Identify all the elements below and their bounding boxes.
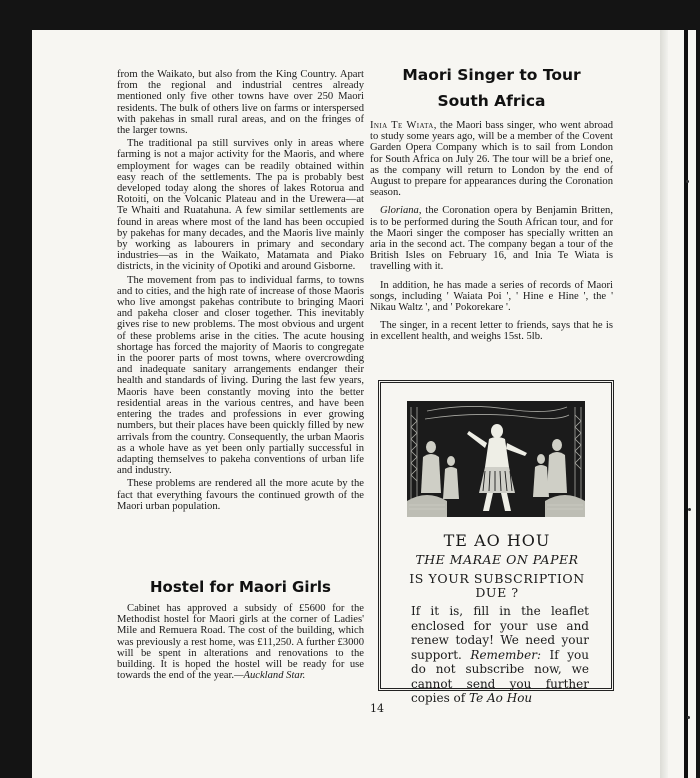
hostel-body-text: Cabinet has approved a subsidy of £5600 for the Methodist hostel for Maori girls at the corner of Ladies' Mile and Remuera Road. The cost of the building, which was previously a rest home, was £11,250. A further £3000 will be spent in alterations and renovations to the building. It is hoped the hostel will be ready for use towards the end of the year. xyxy=(117,603,364,682)
advert-question-line2: DUE ? xyxy=(475,585,519,600)
advert-magazine-title: Te Ao Hou xyxy=(469,691,533,705)
advert-remember-text: If you do not subscribe now, we cannot send you further copies of xyxy=(411,647,589,705)
singer-article-heading-line2: South Africa xyxy=(437,92,546,110)
scan-speck xyxy=(686,180,689,183)
page-number: 14 xyxy=(370,702,384,715)
paragraph: The singer, in a recent letter to friends, says that he is in excellent health, and weighs 15st. 5lb. xyxy=(370,320,613,343)
advert-body xyxy=(411,604,589,706)
advert-remember-label: Remember: xyxy=(470,647,541,662)
opera-title: Gloriana xyxy=(380,205,419,217)
advert-title: TE AO HOU xyxy=(443,531,551,550)
singer-article-body xyxy=(370,120,613,345)
scan-speck xyxy=(687,716,690,719)
facing-page-edge xyxy=(668,30,696,778)
paragraph: The movement from pas to individual farms, to towns and to cities, and the high rate of increase of those Maoris who live amongst pakehas contribute to bringing Maori and pakeha closer and closer together. This inevitably gives rise to new problems. The most obvious and urgent of these problems arise in the cities. The acute housing shortage has forced the majority of Maoris to congregate in the poorer parts of most towns, where overcrowding and inadequate sanitary arrangements endanger their health and standards of living. During the last few years, Maoris have been constantly moving into the better residential areas in the various centres, and have been entering the trades and professions in ever growing numbers, but their places have been quickly filled by new arrivals from the country. Consequently, the urban Maoris as a whole have as yet been only partially successful in adapting themselves to pakeha conventions of urban life and industry. xyxy=(117,274,364,477)
subscription-advert xyxy=(378,380,614,705)
woodcut-haka-illustration xyxy=(407,401,585,517)
paragraph-text: , the Coronation opera by Benjamin Britten, is to be performed during the South African tour, and for the Maori singer the composer has specially written an aria in the second act. The company began a tour of the British Isles on February 16, and Inia Te Wiata is travelling with it. xyxy=(370,205,613,273)
paragraph xyxy=(370,120,613,198)
paragraph xyxy=(370,205,613,272)
singer-name-lead: Inia Te Wiata xyxy=(370,120,434,131)
scan-speck xyxy=(688,508,691,511)
hostel-article-heading: Hostel for Maori Girls xyxy=(150,578,331,596)
binding-rule xyxy=(684,30,688,778)
advert-body-text: If it is, fill in the leaflet enclosed for your use and renew today! We need your support. xyxy=(411,604,589,662)
hostel-article-body xyxy=(117,603,364,683)
advert-subtitle: THE MARAE ON PAPER xyxy=(415,552,579,567)
singer-article-heading-line1: Maori Singer to Tour xyxy=(402,66,581,84)
paragraph: The traditional pa still survives only in areas where farming is not a major activity for the Maoris, and where employment for wages can be readily obtained within easy reach of the settlements. The pa is probably best developed today along the shores of lakes Rotorua and Rotoiti, on the Volcanic Plateau and in the Urewera—at Te Whaiti and Ruatahuna. A few similar settlements are found in areas where most of the land has been occupied by pakehas for many decades, and the Maoris live mainly by working as labourers in primary and secondary industries—as in the Waikato, Matamata and Piako districts, in the vicinity of Opotiki and around Gisborne. xyxy=(117,138,364,273)
paragraph: These problems are rendered all the more acute by the fact that everything favours the continued growth of the Maori urban population. xyxy=(117,478,364,512)
page-edge-shadow xyxy=(660,30,668,778)
paragraph-text: , the Maori bass singer, who went abroad to study some years ago, will be a member of the Covent Garden Opera Company which is to sail from London for South Africa on July 26. The tour will be a brief one, as the company will return to London by the end of August to prepare for appearances during the Coronation season. xyxy=(370,120,613,199)
paragraph xyxy=(117,603,364,681)
hostel-source: —Auckland Star. xyxy=(234,670,306,682)
paragraph: from the Waikato, but also from the King Country. Apart from the regional and industrial centres already mentioned only five other towns have over 250 Maori residents. The bulk of others live on farms or interspersed with pakehas in small rural areas, and on the fringes of the larger towns. xyxy=(117,69,364,137)
advert-question-line1: IS YOUR SUBSCRIPTION xyxy=(409,571,585,586)
advert-question xyxy=(387,572,607,600)
article-continuation xyxy=(117,69,364,514)
paragraph: In addition, he has made a series of records of Maori songs, including ' Waiata Poi ', ' Hine e Hine ', the ' Nikau Waltz ', and ' Pokorekare '. xyxy=(370,279,613,314)
